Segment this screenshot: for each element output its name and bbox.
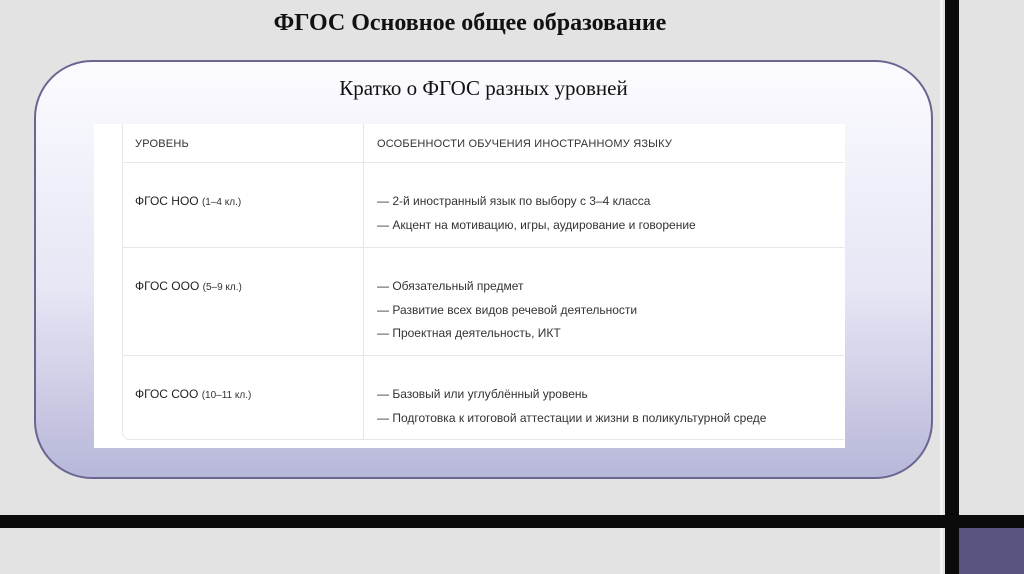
level-name: ФГОС СОО <box>135 387 199 401</box>
header-level: УРОВЕНЬ <box>135 138 189 150</box>
corner-accent-block <box>959 528 1024 574</box>
column-divider <box>363 124 364 440</box>
row-divider <box>123 162 844 163</box>
slide-subtitle: Кратко о ФГОС разных уровней <box>339 76 628 100</box>
slide-title: ФГОС Основное общее образование <box>273 10 667 36</box>
table-row-item: — 2-й иностранный язык по выбору с 3–4 класса <box>377 194 651 208</box>
table-row-item: — Базовый или углублённый уровень <box>377 387 588 401</box>
table-row-item: — Развитие всех видов речевой деятельности <box>377 303 638 317</box>
level-grades: (5–9 кл.) <box>202 282 242 293</box>
frame-horizontal-bar <box>0 515 1024 528</box>
levels-table-image <box>94 124 845 448</box>
level-grades: (10–11 кл.) <box>201 390 252 401</box>
row-divider <box>123 355 844 356</box>
table-row-item: — Подготовка к итоговой аттестации и жизни в поликультурной среде <box>377 411 767 425</box>
level-grades: (1–4 кл.) <box>201 197 242 208</box>
table-row-level <box>135 279 242 293</box>
level-name: ФГОС ООО <box>135 279 200 293</box>
row-divider <box>123 247 844 248</box>
table-row-level <box>135 387 251 401</box>
header-features: ОСОБЕННОСТИ ОБУЧЕНИЯ ИНОСТРАННОМУ ЯЗЫКУ <box>377 138 673 150</box>
table-row-level <box>135 194 241 208</box>
table-row-item: — Проектная деятельность, ИКТ <box>377 326 561 340</box>
level-name: ФГОС НОО <box>135 194 199 208</box>
levels-table <box>122 124 844 440</box>
table-row-item: — Акцент на мотивацию, игры, аудирование и говорение <box>377 218 696 232</box>
table-row-item: — Обязательный предмет <box>377 279 524 293</box>
